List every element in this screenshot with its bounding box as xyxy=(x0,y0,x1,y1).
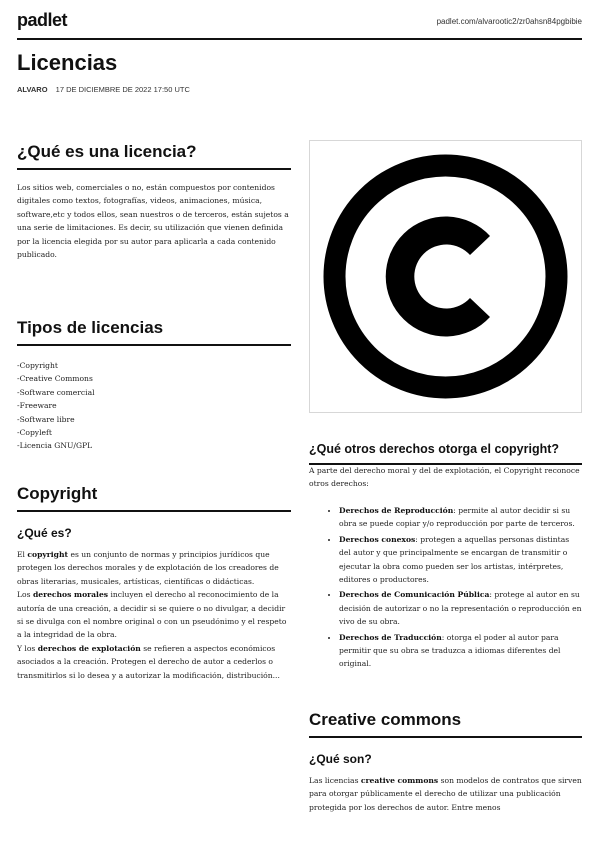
copyright-body: El copyright es un conjunto de normas y principios jurídicos que protegen los derechos morales y de explotación de los creadores de obras literarias, musicales, artísticas, científicas o didácticas. Los derechos morales incluyen el derecho al reconocimiento de la autoría de una creación, a decidir si se quiere o no divulgar, a decidir si se divulga con el nombre original o con un pseudónimo y el respeto a la integridad de la obra. Y los derechos de explotación se refieren a aspectos económicos asociados a la creación. Protegen el derecho de autor a cederlos o transmitirlos si lo desea y a autorizar la modificación, distribución... xyxy=(17,550,287,680)
section-heading-otros-derechos: ¿Qué otros derechos otorga el copyright? xyxy=(309,442,582,465)
section-body-que-es-licencia: Los sitios web, comerciales o no, están compuestos por contenidos digitales como textos, fotografías, videos, animaciones, música, software,etc y todos ellos, sean nuestros o de terceros, están sujetos a una serie de limitaciones. Es decir, su utilización que vienen definida por la licencia elegida por su autor para aplicarla a cada contenido publicado. xyxy=(17,183,289,260)
list-item: -Software comercial xyxy=(17,387,95,397)
padlet-url[interactable]: padlet.com/alvarootic2/zr0ahsn84pgbibie xyxy=(436,17,582,26)
page-title: Licencias xyxy=(17,50,118,75)
post-date: 17 DE DICIEMBRE DE 2022 17:50 UTC xyxy=(55,85,190,94)
otros-derechos-list xyxy=(309,504,582,673)
section-heading-que-es-licencia: ¿Qué es una licencia? xyxy=(17,142,291,170)
list-item: -Software libre xyxy=(17,414,75,424)
list-item: • Derechos de Comunicación Pública: protege al autor en su decisión de autorizar o no la representación o reproducción en vivo de su obra. xyxy=(339,588,582,628)
subheading-que-son: ¿Qué son? xyxy=(309,752,372,766)
tipos-list xyxy=(17,359,291,453)
copyright-image[interactable] xyxy=(309,140,582,413)
list-item: -Copyright xyxy=(17,361,58,370)
list-item: -Freeware xyxy=(17,401,57,411)
list-item: -Licencia GNU/GPL xyxy=(17,441,93,451)
otros-derechos-intro: A parte del derecho moral y del de explotación, el Copyright reconoce otros derechos: xyxy=(309,466,580,489)
list-item: • Derechos de Traducción: otorga el poder al autor para permitir que su obra se traduzca a idiomas diferentes del original. xyxy=(339,631,582,671)
copyright-symbol-icon xyxy=(310,141,581,412)
post-author: ALVARO xyxy=(17,85,48,94)
list-item: -Copyleft xyxy=(17,428,52,438)
creative-commons-body: Las licencias creative commons son modelos de contratos que sirven para otorgar públicamente el derecho de utilizar una publicación protegida por los derechos de autor. Entre menos xyxy=(309,776,582,812)
top-bar xyxy=(17,0,582,40)
subheading-que-es: ¿Qué es? xyxy=(17,526,72,540)
section-heading-copyright: Copyright xyxy=(17,484,291,512)
list-item: -Creative Commons xyxy=(17,374,93,384)
post-meta xyxy=(17,85,190,94)
section-heading-creative-commons: Creative commons xyxy=(309,710,582,738)
section-heading-tipos: Tipos de licencias xyxy=(17,318,291,346)
list-item: • Derechos de Reproducción: permite al autor decidir si su obra se puede copiar y/o reproducción por parte de terceros. xyxy=(339,504,582,531)
list-item: • Derechos conexos: protegen a aquellas personas distintas del autor y que principalmente se encargan de transmitir o ejecutar la obra como pueden ser los artistas, intérpretes, editores o productores. xyxy=(339,533,582,587)
padlet-logo[interactable]: padlet xyxy=(17,10,68,30)
